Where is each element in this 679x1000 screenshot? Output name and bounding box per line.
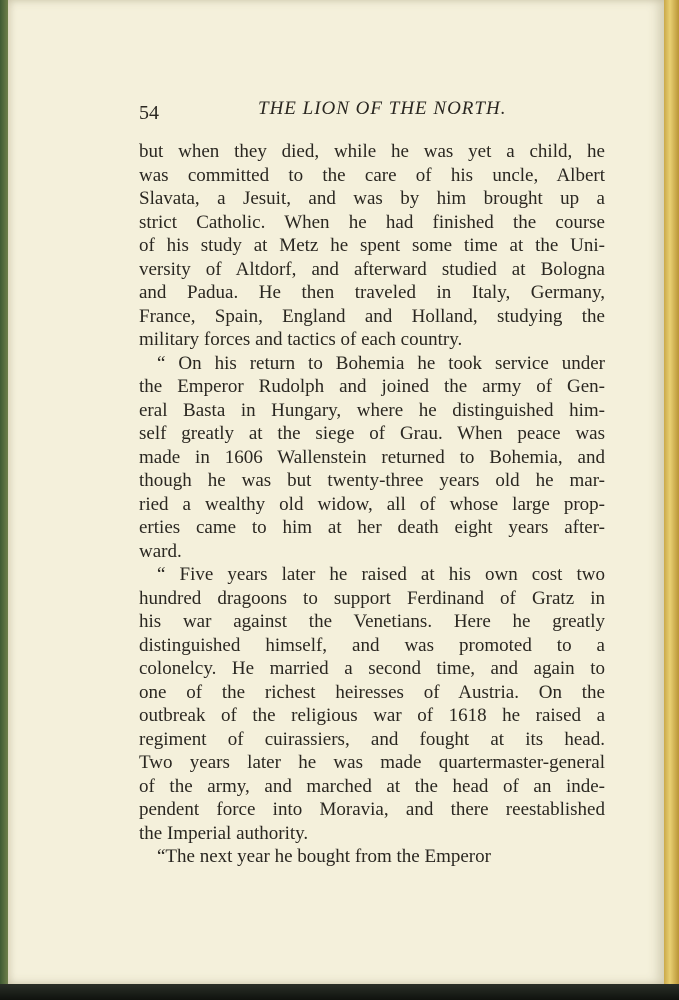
- text-line: regiment of cuirassiers, and fought at its head.: [139, 728, 605, 750]
- text-line: though he was but twenty-three years old he mar-: [139, 470, 605, 491]
- text-line: “ Five years later he raised at his own cost two: [157, 564, 605, 585]
- book-spine-edge: [0, 0, 8, 1000]
- text-line: hundred dragoons to support Ferdinand of Gratz in: [139, 587, 605, 609]
- text-line: was committed to the care of his uncle, Albert: [139, 164, 605, 186]
- text-line: ried a wealthy old widow, all of whose large prop-: [139, 493, 605, 515]
- text-line: eral Basta in Hungary, where he distinguished him-: [139, 399, 605, 421]
- text-line: made in 1606 Wallenstein returned to Bohemia, and: [139, 446, 605, 468]
- text-line: of his study at Metz he spent some time at the Uni-: [139, 235, 605, 256]
- text-line: one of the richest heiresses of Austria. On the: [139, 681, 605, 703]
- page-header: [8, 96, 664, 132]
- text-line: ward.: [139, 540, 182, 562]
- text-line: distinguished himself, and was promoted to a: [139, 634, 605, 656]
- text-line: outbreak of the religious war of 1618 he raised a: [139, 705, 605, 726]
- page-number: 54: [139, 102, 159, 124]
- text-line: self greatly at the siege of Grau. When peace was: [139, 423, 605, 444]
- text-line: Slavata, a Jesuit, and was by him brought up a: [139, 188, 605, 209]
- text-line: but when they died, while he was yet a child, he: [139, 141, 605, 162]
- text-line: pendent force into Moravia, and there reestablished: [139, 799, 605, 820]
- text-line: erties came to him at her death eight years after-: [139, 517, 605, 538]
- text-line: and Padua. He then traveled in Italy, Germany,: [139, 282, 605, 303]
- text-line: the Emperor Rudolph and joined the army of Gen-: [139, 376, 605, 397]
- text-line: “The next year he bought from the Emperor: [157, 846, 491, 867]
- page-edge-gilt: [664, 0, 679, 1000]
- text-line: of the army, and marched at the head of an inde-: [139, 775, 605, 797]
- body-text: [139, 140, 605, 869]
- paragraph: [139, 563, 605, 845]
- paragraph: [139, 845, 605, 869]
- text-line: “ On his return to Bohemia he took service under: [157, 352, 605, 374]
- running-title: THE LION OF THE NORTH.: [258, 98, 507, 119]
- book-bottom-edge: [0, 984, 679, 1000]
- text-line: Two years later he was made quartermaster-general: [139, 752, 605, 773]
- text-line: France, Spain, England and Holland, studying the: [139, 305, 605, 327]
- text-line: colonelcy. He married a second time, and again to: [139, 658, 605, 679]
- text-line: the Imperial authority.: [139, 822, 309, 844]
- book-page: [8, 0, 664, 984]
- text-line: versity of Altdorf, and afterward studied at Bologna: [139, 258, 605, 280]
- paragraph: [139, 140, 605, 352]
- text-line: strict Catholic. When he had finished the course: [139, 211, 605, 233]
- text-line: his war against the Venetians. Here he greatly: [139, 611, 605, 632]
- paragraph: [139, 352, 605, 564]
- text-line: military forces and tactics of each country.: [139, 329, 463, 350]
